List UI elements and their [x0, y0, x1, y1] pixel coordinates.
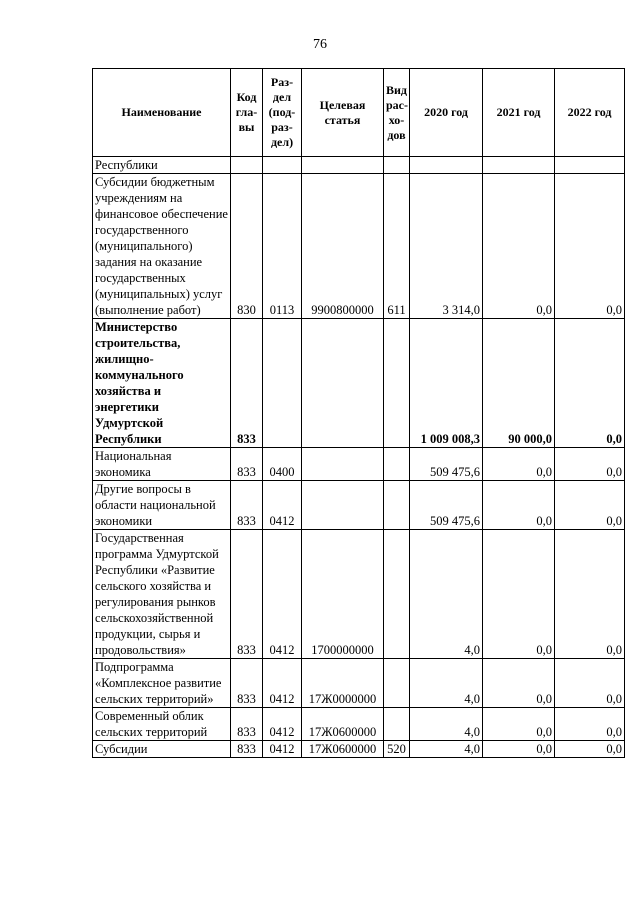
cell-chapter-code — [231, 157, 263, 174]
cell-amount-2022: 0,0 — [555, 319, 625, 448]
budget-table — [92, 68, 625, 758]
cell-amount-2022: 0,0 — [555, 448, 625, 481]
cell-amount-2020: 4,0 — [410, 708, 483, 741]
cell-name: Национальная экономика — [93, 448, 231, 481]
cell-amount-2020: 3 314,0 — [410, 174, 483, 319]
cell-amount-2022: 0,0 — [555, 481, 625, 530]
cell-section: 0113 — [263, 174, 302, 319]
header-name: Наименование — [93, 69, 231, 157]
cell-chapter-code: 833 — [231, 448, 263, 481]
cell-section: 0412 — [263, 530, 302, 659]
cell-amount-2022: 0,0 — [555, 530, 625, 659]
cell-expense-type: 520 — [384, 741, 410, 758]
cell-amount-2022: 0,0 — [555, 174, 625, 319]
header-target-article: Целевая статья — [302, 69, 384, 157]
cell-amount-2020: 4,0 — [410, 659, 483, 708]
cell-chapter-code: 833 — [231, 659, 263, 708]
cell-target-article — [302, 319, 384, 448]
cell-expense-type — [384, 530, 410, 659]
cell-name: Субсидии — [93, 741, 231, 758]
cell-name: Субсидии бюджетным учреждениям на финансовое обеспечение государственного (муниципального) задания на оказание государственных (муниципальных) услуг (выполнение работ) — [93, 174, 231, 319]
table-body — [93, 157, 625, 758]
cell-target-article: 17Ж0000000 — [302, 659, 384, 708]
cell-amount-2020: 4,0 — [410, 530, 483, 659]
cell-amount-2021: 0,0 — [483, 174, 555, 319]
cell-amount-2021 — [483, 157, 555, 174]
cell-expense-type — [384, 448, 410, 481]
cell-section: 0400 — [263, 448, 302, 481]
cell-amount-2022 — [555, 157, 625, 174]
cell-chapter-code: 833 — [231, 530, 263, 659]
cell-name: Государственная программа Удмуртской Республики «Развитие сельского хозяйства и регулирования рынков сельскохозяйственной продукции, сырья и продовольствия» — [93, 530, 231, 659]
cell-expense-type — [384, 157, 410, 174]
cell-amount-2020 — [410, 157, 483, 174]
header-chapter-code: Код гла-вы — [231, 69, 263, 157]
cell-section: 0412 — [263, 708, 302, 741]
cell-amount-2020: 4,0 — [410, 741, 483, 758]
cell-amount-2020: 509 475,6 — [410, 481, 483, 530]
table-row — [93, 481, 625, 530]
header-year-2022: 2022 год — [555, 69, 625, 157]
cell-amount-2022: 0,0 — [555, 708, 625, 741]
table-row — [93, 157, 625, 174]
cell-section: 0412 — [263, 741, 302, 758]
cell-amount-2022: 0,0 — [555, 741, 625, 758]
cell-amount-2022: 0,0 — [555, 659, 625, 708]
table-row — [93, 708, 625, 741]
cell-section: 0412 — [263, 659, 302, 708]
page-number: 76 — [313, 37, 327, 52]
cell-expense-type — [384, 319, 410, 448]
cell-target-article — [302, 448, 384, 481]
cell-amount-2021: 0,0 — [483, 708, 555, 741]
table-row — [93, 319, 625, 448]
cell-amount-2020: 1 009 008,3 — [410, 319, 483, 448]
header-row — [93, 69, 625, 157]
cell-name: Подпрограмма «Комплексное развитие сельских территорий» — [93, 659, 231, 708]
cell-chapter-code: 833 — [231, 708, 263, 741]
cell-amount-2021: 0,0 — [483, 530, 555, 659]
cell-target-article: 17Ж0600000 — [302, 741, 384, 758]
cell-amount-2021: 0,0 — [483, 741, 555, 758]
cell-expense-type — [384, 659, 410, 708]
cell-name: Республики — [93, 157, 231, 174]
cell-section: 0412 — [263, 481, 302, 530]
cell-name: Министерство строительства, жилищно-коммунального хозяйства и энергетики Удмуртской Республики — [93, 319, 231, 448]
cell-target-article — [302, 157, 384, 174]
cell-expense-type: 611 — [384, 174, 410, 319]
cell-target-article: 1700000000 — [302, 530, 384, 659]
cell-amount-2021: 0,0 — [483, 448, 555, 481]
cell-section — [263, 157, 302, 174]
cell-expense-type — [384, 481, 410, 530]
header-expense-type: Вид рас-хо-дов — [384, 69, 410, 157]
cell-chapter-code: 830 — [231, 174, 263, 319]
cell-target-article — [302, 481, 384, 530]
table-row — [93, 530, 625, 659]
cell-name: Другие вопросы в области национальной экономики — [93, 481, 231, 530]
cell-name: Современный облик сельских территорий — [93, 708, 231, 741]
header-year-2020: 2020 год — [410, 69, 483, 157]
table-row — [93, 741, 625, 758]
header-year-2021: 2021 год — [483, 69, 555, 157]
table-row — [93, 659, 625, 708]
cell-chapter-code: 833 — [231, 481, 263, 530]
cell-target-article: 9900800000 — [302, 174, 384, 319]
cell-target-article: 17Ж0600000 — [302, 708, 384, 741]
table-row — [93, 174, 625, 319]
cell-amount-2021: 0,0 — [483, 659, 555, 708]
cell-amount-2021: 90 000,0 — [483, 319, 555, 448]
cell-chapter-code: 833 — [231, 741, 263, 758]
cell-section — [263, 319, 302, 448]
cell-amount-2020: 509 475,6 — [410, 448, 483, 481]
cell-expense-type — [384, 708, 410, 741]
cell-amount-2021: 0,0 — [483, 481, 555, 530]
table-row — [93, 448, 625, 481]
header-section: Раз-дел (под-раз-дел) — [263, 69, 302, 157]
cell-chapter-code: 833 — [231, 319, 263, 448]
